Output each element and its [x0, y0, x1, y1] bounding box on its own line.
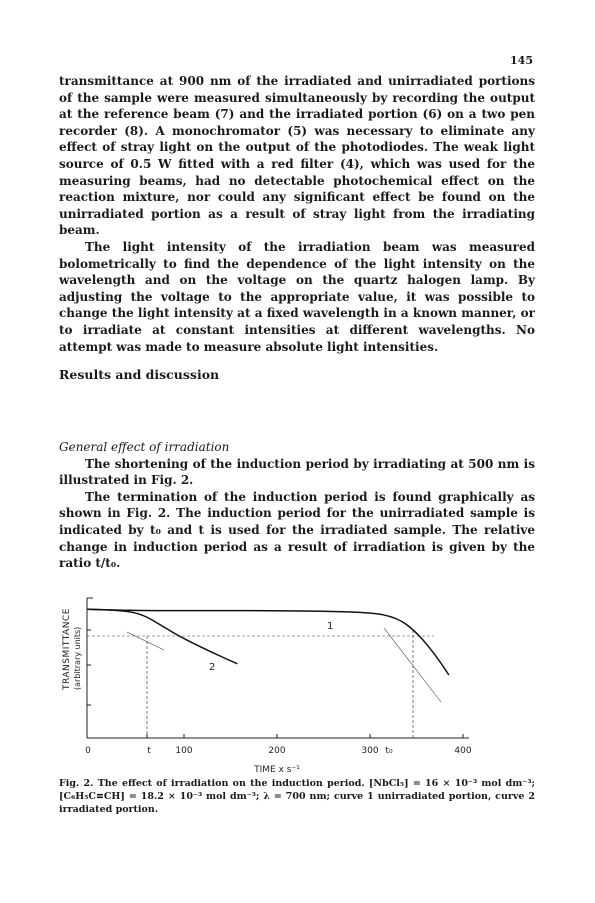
- section-heading: Results and discussion: [59, 367, 220, 382]
- chart-svg: [59, 590, 535, 775]
- curve-label-2: 2: [209, 662, 216, 673]
- x-tick-label-300: 300: [361, 746, 379, 756]
- body-text: [59, 73, 535, 355]
- curve-label-1: 1: [327, 621, 334, 632]
- paragraph-2: The light intensity of the irradiation beam was measured bolometrically to find the dependence of the light intensity on the wavelength and on the voltage on the quartz halogen lamp. By adjusting the voltage to the appropriate value, it was possible to change the light intensity at a fixed wavelength in a known manner, or to irradiate at constant intensities at different wavelengths. No attempt was made to measure absolute light intensities.: [59, 239, 535, 354]
- y-axis-units: (arbitrary units): [73, 626, 82, 690]
- y-axis-label: TRANSMITTANCE: [62, 608, 72, 690]
- curve-2: [87, 609, 237, 664]
- figure-caption: Fig. 2. The effect of irradiation on the induction period. [NbCl₅] = 16 × 10⁻³ mol dm⁻³; [C₆H₅C≡CH] = 18.2 × 10⁻³ mol dm⁻³; λ = 700 nm; curve 1 unirradiated portion, curve 2 irradiated portion.: [59, 778, 535, 815]
- x-axis-label: TIME x s⁻¹: [254, 765, 300, 775]
- tangent-2: [127, 632, 164, 650]
- tangent-1: [384, 628, 441, 702]
- page-number: 145: [510, 54, 533, 67]
- x-tick-label-200: 200: [268, 746, 286, 756]
- subsection: [59, 439, 535, 572]
- subsection-paragraph-1: The shortening of the induction period by irradiating at 500 nm is illustrated in Fig. 2.: [59, 456, 535, 488]
- subsection-paragraph-2: The termination of the induction period is found graphically as shown in Fig. 2. The induction period for the unirradiated sample is indicated by t₀ and t is used for the irradiated sample. The relative change in induction period as a result of irradiation is given by the ratio t/t₀.: [59, 489, 535, 571]
- x-tick-label-0: 0: [85, 746, 91, 756]
- x-tick-label-t0: t₀: [385, 746, 393, 756]
- x-tick-label-100: 100: [175, 746, 193, 756]
- figure-2: [59, 590, 535, 775]
- paragraph-1: transmittance at 900 nm of the irradiated and unirradiated portions of the sample were measured simultaneously by recording the output at the reference beam (7) and the irradiated portion (6) on a two pen recorder (8). A monochromator (5) was necessary to eliminate any effect of stray light on the output of the photodiodes. The weak light source of 0.5 W fitted with a red filter (4), which was used for the measuring beams, had no detectable photochemical effect on the reaction mixture, nor could any significant effect be found on the unirradiated portion as a result of stray light from the irradiating beam.: [59, 74, 535, 238]
- x-tick-label-t: t: [147, 746, 151, 756]
- x-tick-label-400: 400: [454, 746, 472, 756]
- x-ticks: [147, 734, 463, 738]
- subsection-title: General effect of irradiation: [59, 440, 230, 454]
